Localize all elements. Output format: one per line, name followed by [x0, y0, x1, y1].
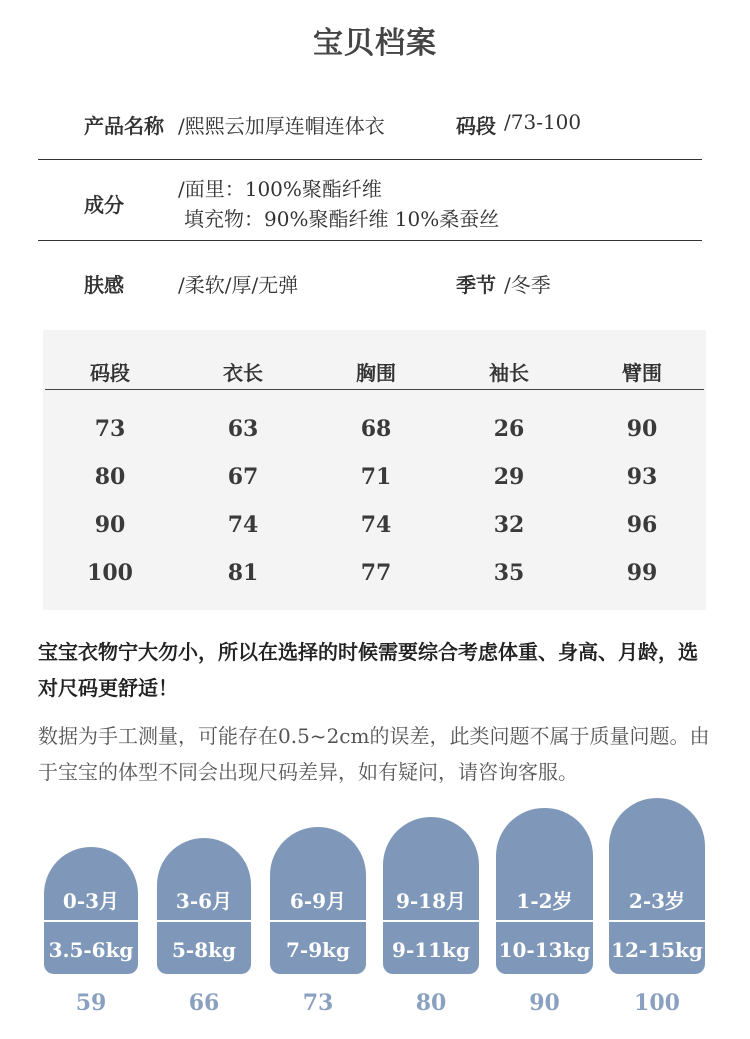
table-header-length: 衣长 [223, 361, 263, 385]
age-range: 3-6月 [175, 889, 233, 913]
divider [157, 920, 251, 922]
size-guide-card [157, 838, 251, 974]
divider [38, 240, 702, 241]
size-number: 59 [75, 990, 107, 1016]
table-cell: 100 [87, 560, 133, 586]
table-header-size: 码段 [90, 361, 130, 385]
age-range: 0-3月 [62, 889, 120, 913]
table-cell: 35 [493, 560, 525, 586]
size-number: 90 [529, 990, 560, 1016]
page-title: 宝贝档案 [313, 26, 437, 61]
divider [38, 159, 702, 160]
feel-value: /柔软/厚/无弹 [178, 273, 299, 297]
table-cell: 93 [626, 464, 658, 490]
product-name-label: 产品名称 [84, 114, 164, 138]
season-label: 季节 [456, 273, 496, 297]
feel-label: 肤感 [84, 273, 124, 297]
sizing-advice: 宝宝衣物宁大勿小，所以在选择的时候需要综合考虑体重、身高、月龄，选对尺码更舒适！ [38, 640, 698, 700]
measurement-disclaimer: 数据为手工测量，可能存在0.5~2cm的误差，此类问题不属于质量问题。由于宝宝的体型不同会出现尺码差异，如有疑问，请咨询客服。 [38, 724, 710, 784]
table-cell: 73 [94, 416, 126, 442]
table-cell: 81 [227, 560, 259, 586]
composition-line-2: 填充物：90%聚酯纤维 10%桑蚕丝 [184, 207, 500, 231]
size-guide-card [383, 817, 479, 974]
divider [496, 920, 593, 922]
size-number: 66 [188, 990, 220, 1016]
size-guide-card [44, 847, 138, 974]
weight-range: 12-15kg [611, 938, 703, 962]
age-range: 2-3岁 [628, 889, 686, 913]
size-guide-card [609, 798, 705, 974]
table-cell: 80 [94, 464, 126, 490]
table-header-sleeve: 袖长 [489, 361, 529, 385]
size-number: 73 [302, 990, 334, 1016]
size-number: 100 [634, 990, 680, 1016]
weight-range: 3.5-6kg [48, 938, 134, 962]
weight-range: 9-11kg [392, 938, 470, 962]
table-cell: 68 [360, 416, 392, 442]
table-header-arm: 臂围 [622, 361, 662, 385]
season-value: /冬季 [504, 273, 551, 297]
table-cell: 77 [360, 560, 392, 586]
weight-range: 7-9kg [286, 938, 350, 962]
table-cell: 74 [227, 512, 259, 538]
size-range-value: /73-100 [504, 110, 582, 134]
table-cell: 74 [360, 512, 392, 538]
product-name-value: /熙熙云加厚连帽连体衣 [178, 114, 385, 138]
divider [383, 920, 479, 922]
age-range: 6-9月 [289, 889, 347, 913]
table-cell: 90 [94, 512, 126, 538]
table-header-divider [45, 389, 704, 390]
size-range-label: 码段 [456, 114, 496, 138]
size-guide-card [270, 827, 366, 974]
age-range: 1-2岁 [516, 889, 573, 913]
divider [609, 920, 705, 922]
table-cell: 90 [626, 416, 658, 442]
divider [44, 920, 138, 922]
table-cell: 63 [227, 416, 259, 442]
weight-range: 10-13kg [498, 938, 591, 962]
age-range: 9-18月 [395, 889, 467, 913]
divider [270, 920, 366, 922]
table-cell: 32 [493, 512, 525, 538]
weight-range: 5-8kg [172, 938, 236, 962]
table-header-chest: 胸围 [356, 361, 396, 385]
composition-label: 成分 [84, 193, 124, 217]
table-cell: 67 [227, 464, 259, 490]
table-cell: 99 [626, 560, 658, 586]
composition-line-1: /面里：100%聚酯纤维 [178, 177, 382, 201]
table-cell: 71 [360, 464, 392, 490]
table-cell: 26 [493, 416, 525, 442]
size-guide-card [496, 808, 593, 974]
table-cell: 29 [493, 464, 525, 490]
size-number: 80 [415, 990, 447, 1016]
table-cell: 96 [626, 512, 658, 538]
